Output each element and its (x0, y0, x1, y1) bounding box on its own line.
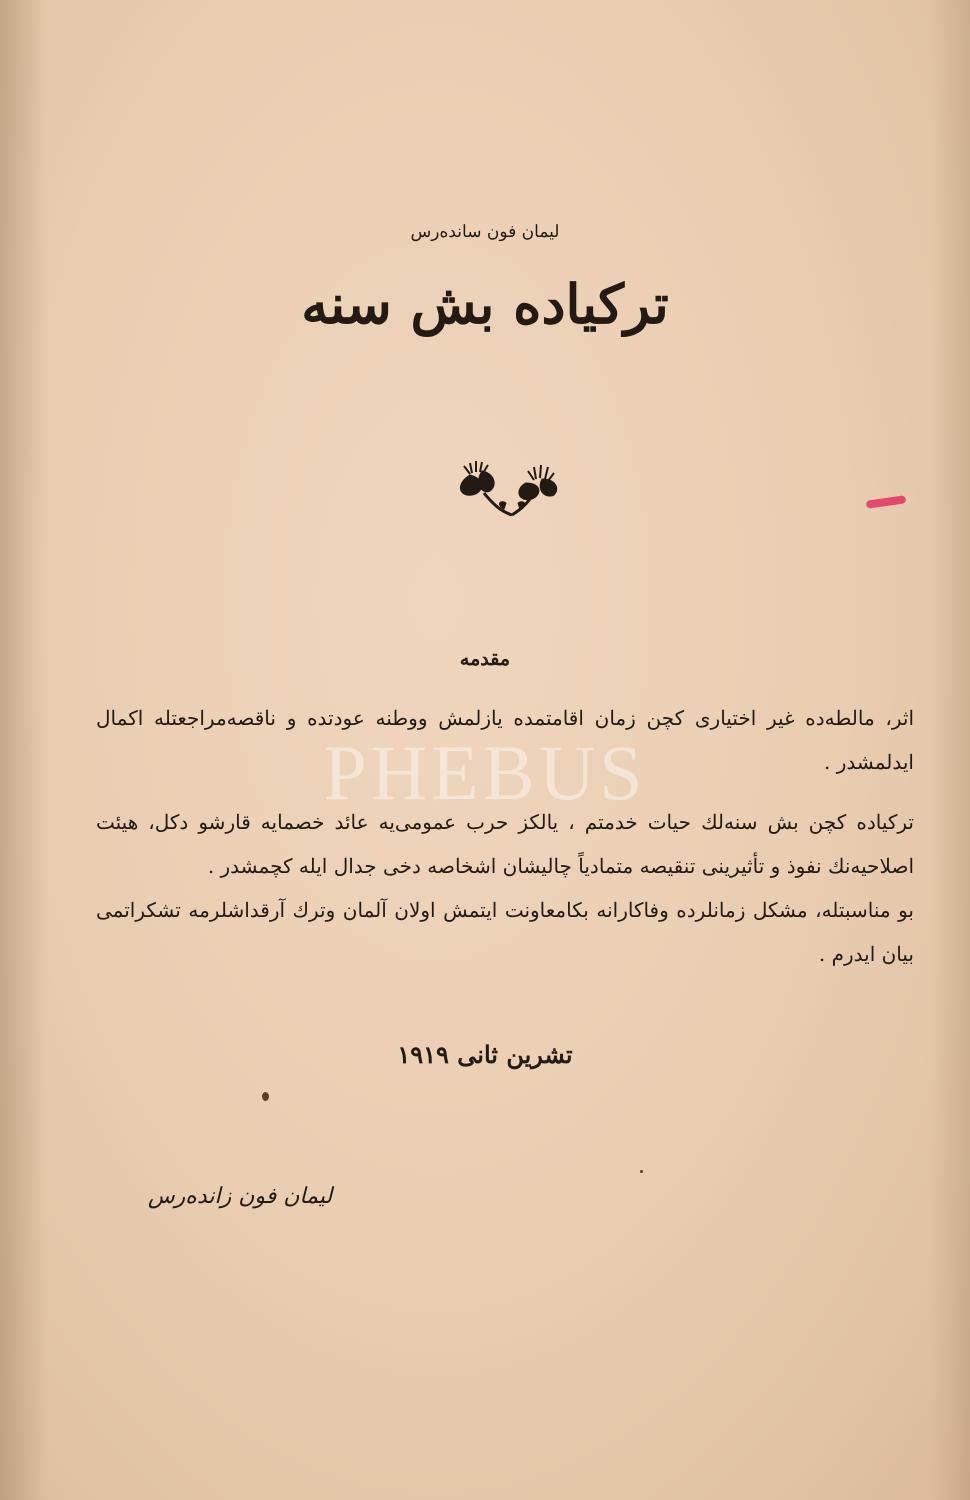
preface-date: تشرين ثانى ١٩١٩ (397, 1040, 573, 1069)
paper-speck (640, 1170, 643, 1173)
pink-ink-mark (866, 495, 907, 508)
author-signature: ليمان فون زانده‌رس (147, 1184, 333, 1209)
book-title: تركياده بش سنه (301, 272, 669, 336)
preface-paragraph-3: بو مناسبتله، مشكل زمانلرده وفاكارانه بكامعاونت ايتمش اولان آلمان وترك آرقداشلرمه تشكراتمى بيان ايدرم . (96, 898, 914, 966)
paper-speck (262, 1092, 269, 1101)
preface-paragraph-1: اثر، مالطه‌ده غير اختيارى كچن زمان اقامتمده يازلمش ووطنه عودتده و ناقصه‌مراجعتله اكمال ايدلمشدر . (96, 706, 914, 774)
author-name: ليمان فون سانده‌رس (410, 222, 560, 242)
preface-paragraph-2: تركياده كچن بش سنه‌لك حيات خدمتم ، يالكز حرب عمومى‌يه عائد خصمايه قارشو دكل، هيئت اصلاحيه‌نك نفوذ و تأثيرينى تنقيصه متمادياً چاليشان اشخاصه دخى جدال ايله كچمشدر . (96, 810, 914, 878)
flower-ornament-icon (448, 453, 576, 519)
preface-heading: مقدمه (459, 648, 511, 670)
watermark-text: PHEBUS (323, 729, 647, 816)
